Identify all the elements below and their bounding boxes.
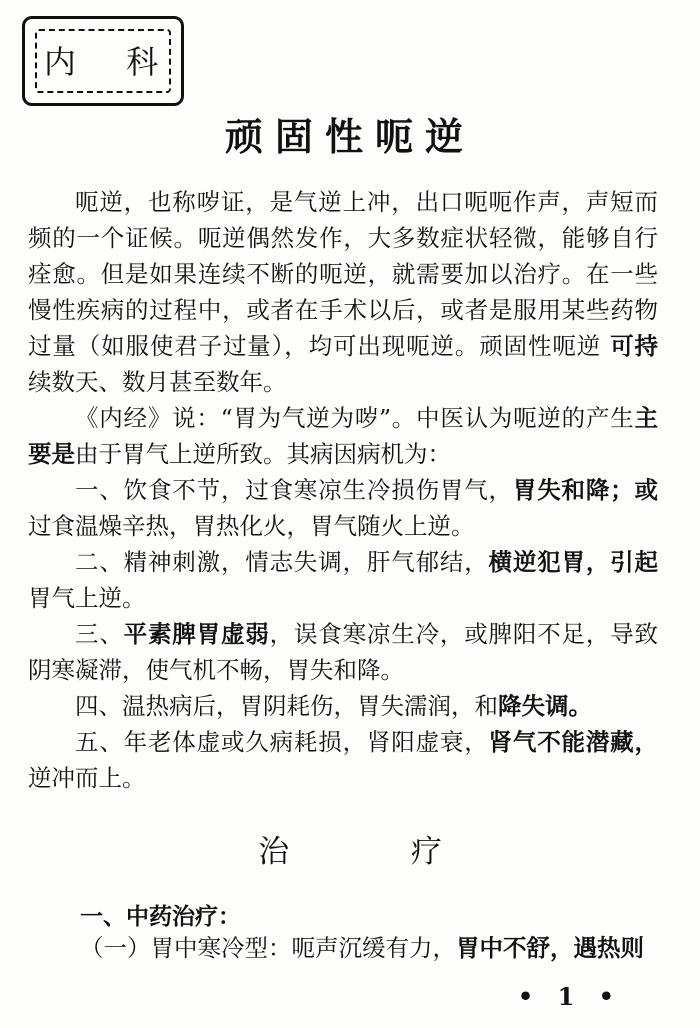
section-title: 治 疗 — [258, 834, 498, 870]
subsubsection: （一）胃中寒冷型：呃声沉缓有力，胃中不舒，遇热则 — [80, 934, 644, 962]
subsection-heading: 一、中药治疗： — [80, 903, 241, 930]
category-tag — [22, 16, 184, 106]
subsub-label: （一）胃中寒冷型： — [80, 934, 292, 962]
paragraph: 《内经》说：“胃为气逆为哕”。中医认为呃逆的产生主要是由于胃气上逆所致。其病因病机为： — [28, 404, 658, 468]
paragraph: 四、温热病后，胃阴耗伤，胃失濡润，和降失调。 — [75, 692, 592, 720]
page-number: • 1 • — [517, 982, 622, 1011]
paragraph: 二、精神刺激，情志失调，肝气郁结，横逆犯胃，引起胃气上逆。 — [28, 548, 659, 612]
paragraph: 五、年老体虚或久病耗损，肾阳虚衰，肾气不能潜藏，逆冲而上。 — [28, 728, 659, 792]
body-text — [28, 184, 658, 796]
paragraph: 三、平素脾胃虚弱，误食寒凉生冷，或脾阳不足，导致阴寒凝滞，使气机不畅，胃失和降。 — [28, 620, 659, 684]
category-label: 内 科 — [43, 43, 179, 81]
page-title: 顽固性呃逆 — [224, 114, 475, 159]
paragraph: 呃逆，也称哕证，是气逆上冲，出口呃呃作声，声短而频的一个证候。呃逆偶然发作，大多数症状轻微，能够自行痊愈。但是如果连续不断的呃逆，就需要加以治疗。在一些慢性疾病的过程中，或者在手术以后，或者是服用某些药物过量（如服使君子过量），均可出现呃逆。顽固性呃逆 可持续数天、数月甚至数年。 — [28, 188, 658, 396]
paragraph: 一、饮食不节，过食寒凉生冷损伤胃气，胃失和降；或过食温燥辛热，胃热化火，胃气随火上逆。 — [28, 476, 659, 540]
